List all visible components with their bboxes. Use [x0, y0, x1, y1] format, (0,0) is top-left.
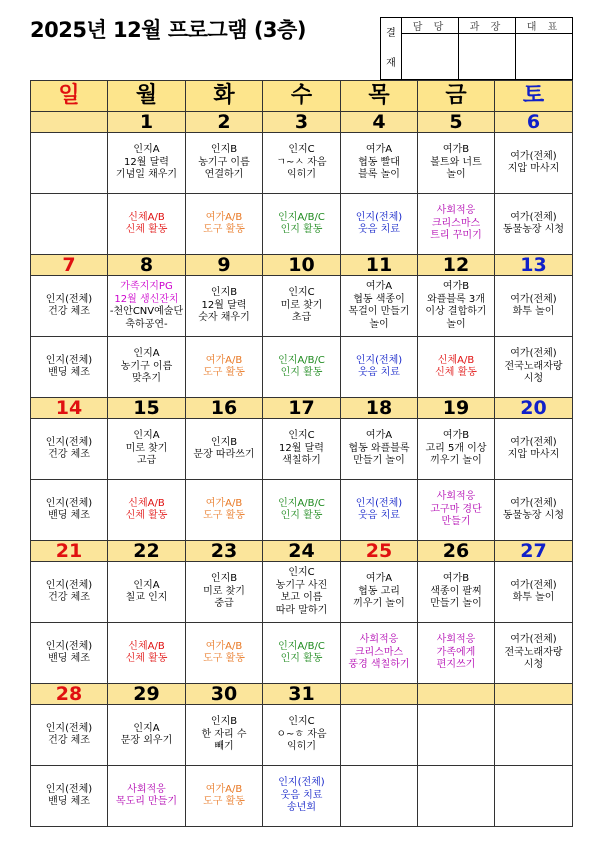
activity-cell: [31, 480, 108, 541]
date-cell: 23: [186, 541, 263, 562]
date-cell: 2: [186, 112, 263, 133]
activity-line: 밴딩 체조: [48, 367, 90, 378]
activity-line: 여가B: [442, 430, 470, 442]
date-cell: 26: [418, 541, 495, 562]
activity-cell: [263, 133, 341, 194]
activity-line: 만들기 놀이: [430, 598, 482, 610]
activity-row: [31, 133, 573, 194]
activity-cell: [31, 133, 108, 194]
activity-line: 인지C: [288, 716, 315, 728]
activity-line: 인지A/B/C: [278, 211, 325, 223]
activity-line: 화투 놀이: [512, 306, 555, 317]
activity-line: 건강 체조: [48, 592, 90, 603]
activity-line: 여가B: [442, 144, 470, 156]
activity-line: 익히기: [287, 169, 316, 181]
activity-line: 놀이: [446, 169, 466, 181]
activity-line: 전국노래자랑: [504, 360, 563, 372]
activity-row: [31, 705, 573, 766]
date-cell: 7: [31, 255, 108, 276]
activity-cell: [263, 276, 341, 337]
approval-header: 담 당: [402, 18, 459, 34]
date-cell: 25: [341, 541, 418, 562]
activity-line: 여가A/B: [205, 640, 243, 652]
activity-line: 인지B: [210, 144, 238, 156]
activity-line: 와플블록 3개: [427, 293, 485, 305]
date-cell: 29: [108, 684, 186, 705]
activity-line: 인지A: [133, 348, 160, 360]
date-cell: 31: [263, 684, 341, 705]
activity-line: 12월 달력: [201, 299, 247, 311]
activity-cell: [108, 480, 186, 541]
date-cell: 17: [263, 398, 341, 419]
activity-cell: [31, 194, 108, 255]
activity-cell: [263, 337, 341, 398]
date-row: [31, 398, 573, 419]
activity-line: 밴딩 체조: [48, 510, 90, 521]
activity-cell: [108, 766, 186, 827]
activity-cell: [31, 419, 108, 480]
weekday-sun: 일: [31, 81, 108, 112]
activity-line: 도구 활동: [203, 653, 245, 664]
activity-line: 협동 와플블록: [348, 442, 410, 454]
activity-line: 미로 찾기: [280, 299, 323, 311]
date-cell: [418, 684, 495, 705]
date-cell: 4: [341, 112, 418, 133]
activity-line: 인지(전체): [45, 722, 93, 734]
approval-side-label: [381, 18, 402, 80]
activity-line: 인지A/B/C: [278, 354, 325, 366]
program-calendar: [30, 80, 573, 827]
activity-line: 신체A/B: [128, 211, 165, 223]
activity-line: 신체A/B: [128, 497, 165, 509]
activity-line: 인지(전체): [355, 211, 403, 223]
activity-line: 놀이: [369, 318, 389, 330]
activity-line: 따라 말하기: [275, 604, 328, 616]
date-cell: 5: [418, 112, 495, 133]
activity-cell: [418, 133, 495, 194]
activity-cell: [108, 419, 186, 480]
activity-line: 인지 활동: [280, 653, 323, 664]
date-cell: 8: [108, 255, 186, 276]
approval-signature-box: [402, 34, 459, 80]
activity-cell: [495, 562, 573, 623]
activity-line: 여가(전체): [510, 211, 557, 223]
activity-line: 목걸이 만들기: [348, 306, 410, 317]
activity-line: 만들기: [441, 516, 471, 528]
activity-line: 인지(전체): [45, 293, 93, 305]
date-cell: 6: [495, 112, 573, 133]
activity-line: 건강 체조: [48, 449, 90, 460]
activity-cell: [418, 623, 495, 684]
activity-line: 인지(전체): [45, 497, 93, 509]
activity-line: 12월 생신잔치: [114, 293, 179, 305]
activity-cell: [263, 766, 341, 827]
date-cell: 3: [263, 112, 341, 133]
activity-line: 시청: [523, 373, 544, 385]
activity-line: 협동 고리: [358, 585, 400, 597]
activity-cell: [495, 337, 573, 398]
activity-line: 여가(전체): [510, 150, 557, 162]
activity-cell: [186, 194, 263, 255]
activity-line: 신체 활동: [125, 653, 168, 664]
activity-line: 인지 활동: [280, 510, 323, 521]
activity-cell: [495, 705, 573, 766]
activity-line: 고리 5개 이상: [425, 442, 487, 454]
activity-cell: [341, 766, 418, 827]
activity-cell: [341, 480, 418, 541]
activity-line: 기념일 채우기: [115, 169, 178, 181]
weekday-header-row: [31, 81, 573, 112]
activity-line: 동물농장 시청: [502, 510, 565, 521]
activity-line: 블록 놀이: [358, 169, 400, 181]
activity-cell: [186, 562, 263, 623]
activity-cell: [108, 194, 186, 255]
activity-row: [31, 419, 573, 480]
activity-line: 사회적응: [436, 205, 476, 217]
activity-cell: [186, 337, 263, 398]
page-title: 2025년 12월 프로그램 (3층): [30, 18, 306, 42]
activity-cell: [108, 705, 186, 766]
activity-cell: [108, 276, 186, 337]
activity-line: 사회적응: [436, 491, 476, 503]
activity-line: 크리스마스: [431, 217, 481, 229]
weekday-wed: 수: [263, 81, 341, 112]
activity-line: 색종이 팔찌: [430, 585, 482, 597]
approval-box: [380, 17, 573, 80]
activity-line: ㄱ~ㅅ 자음: [276, 156, 327, 168]
activity-cell: [186, 766, 263, 827]
activity-line: 목도리 만들기: [115, 796, 178, 807]
activity-line: 인지(전체): [45, 354, 93, 366]
activity-row: [31, 766, 573, 827]
activity-line: 볼트와 너트: [430, 156, 482, 168]
date-cell: 9: [186, 255, 263, 276]
activity-cell: [418, 337, 495, 398]
activity-line: 지압 마사지: [507, 163, 560, 174]
activity-line: 인지A: [133, 722, 160, 734]
date-cell: 21: [31, 541, 108, 562]
activity-line: 풍경 색칠하기: [348, 659, 410, 671]
activity-line: 초급: [291, 312, 312, 324]
activity-cell: [341, 562, 418, 623]
activity-cell: [341, 194, 418, 255]
activity-line: 웃음 치료: [358, 510, 400, 521]
activity-line: 고구마 경단: [430, 503, 482, 515]
activity-line: 여가A/B: [205, 783, 243, 795]
activity-line: 문장 따라쓰기: [193, 449, 255, 460]
activity-line: 편지쓰기: [436, 659, 476, 671]
activity-line: 여가A/B: [205, 497, 243, 509]
activity-cell: [108, 337, 186, 398]
activity-cell: [31, 337, 108, 398]
activity-line: 인지 활동: [280, 224, 323, 235]
activity-line: 여가B: [442, 281, 470, 292]
activity-line: 여가(전체): [510, 293, 557, 305]
activity-line: 인지(전체): [45, 783, 93, 795]
activity-line: 숫자 채우기: [198, 312, 250, 324]
activity-line: 사회적응: [436, 634, 476, 646]
activity-line: 농기구 이름: [120, 360, 173, 372]
activity-line: 인지(전체): [355, 497, 403, 509]
activity-cell: [31, 705, 108, 766]
activity-line: 한 자리 수: [201, 728, 247, 740]
activity-line: 인지B: [210, 287, 238, 299]
activity-cell: [418, 276, 495, 337]
activity-line: 인지(전체): [45, 436, 93, 448]
activity-cell: [418, 419, 495, 480]
activity-line: 가족지지PG: [120, 281, 173, 292]
activity-cell: [341, 419, 418, 480]
activity-line: 인지(전체): [45, 640, 93, 652]
date-cell: 13: [495, 255, 573, 276]
activity-line: 여가(전체): [510, 348, 557, 360]
activity-line: 고급: [136, 455, 157, 467]
activity-line: 밴딩 체조: [48, 796, 90, 807]
activity-row: [31, 194, 573, 255]
activity-line: 중급: [214, 598, 234, 610]
activity-line: 인지B: [210, 436, 238, 448]
activity-line: 도구 활동: [203, 510, 245, 521]
activity-line: 익히기: [287, 741, 316, 753]
activity-line: 인지C: [288, 430, 315, 442]
date-cell: [31, 112, 108, 133]
date-cell: 10: [263, 255, 341, 276]
activity-line: 신체A/B: [128, 640, 165, 652]
activity-line: 인지C: [288, 287, 315, 299]
date-cell: 11: [341, 255, 418, 276]
activity-line: 도구 활동: [203, 367, 245, 378]
activity-line: 끼우기 놀이: [430, 455, 482, 467]
activity-line: 인지 활동: [280, 367, 323, 378]
activity-line: 사회적응: [127, 783, 166, 795]
date-cell: 15: [108, 398, 186, 419]
activity-cell: [495, 766, 573, 827]
activity-line: 미로 찾기: [125, 442, 168, 454]
date-row: [31, 541, 573, 562]
activity-line: 크리스마스: [354, 646, 404, 658]
activity-cell: [31, 766, 108, 827]
activity-line: 여가A: [365, 144, 393, 156]
activity-cell: [341, 705, 418, 766]
approval-header: 대 표: [516, 18, 573, 34]
activity-line: 도구 활동: [203, 796, 245, 807]
activity-cell: [263, 480, 341, 541]
approval-signature-box: [459, 34, 516, 80]
activity-line: 칠교 인지: [125, 592, 168, 603]
activity-line: 여가A: [365, 281, 393, 292]
activity-line: 인지A/B/C: [278, 497, 325, 509]
activity-line: 여가(전체): [510, 634, 557, 646]
date-cell: 24: [263, 541, 341, 562]
activity-cell: [186, 480, 263, 541]
weekday-fri: 금: [418, 81, 495, 112]
approval-signature-box: [516, 34, 573, 80]
activity-cell: [495, 623, 573, 684]
activity-line: 인지(전체): [45, 579, 93, 591]
date-cell: 20: [495, 398, 573, 419]
activity-line: 놀이: [446, 318, 466, 330]
activity-cell: [108, 562, 186, 623]
activity-cell: [495, 194, 573, 255]
activity-cell: [418, 480, 495, 541]
activity-cell: [186, 705, 263, 766]
activity-line: 끼우기 놀이: [353, 598, 405, 610]
activity-cell: [495, 419, 573, 480]
activity-line: 인지(전체): [278, 777, 325, 789]
activity-line: 농기구 사진: [275, 579, 328, 591]
activity-line: 인지A/B/C: [278, 640, 325, 652]
approval-side-char: 재: [386, 57, 396, 69]
activity-line: 색칠하기: [282, 455, 321, 467]
activity-line: 트리 꾸미기: [430, 230, 482, 242]
activity-line: 농기구 이름: [198, 156, 250, 168]
activity-line: 전국노래자랑: [504, 646, 563, 658]
date-cell: 1: [108, 112, 186, 133]
activity-line: ㅇ~ㅎ 자음: [276, 728, 327, 740]
date-cell: 27: [495, 541, 573, 562]
activity-line: 지압 마사지: [507, 449, 560, 460]
date-cell: 28: [31, 684, 108, 705]
weekday-tue: 화: [186, 81, 263, 112]
activity-line: 신체 활동: [125, 224, 168, 235]
activity-line: 인지C: [288, 144, 315, 156]
activity-line: 맞추기: [132, 373, 161, 385]
activity-line: 가족에게: [436, 646, 476, 658]
date-cell: [495, 684, 573, 705]
weekday-thu: 목: [341, 81, 418, 112]
date-cell: 19: [418, 398, 495, 419]
activity-line: 건강 체조: [48, 306, 90, 317]
activity-line: 송년회: [287, 802, 316, 814]
activity-cell: [418, 194, 495, 255]
activity-line: 여가A/B: [205, 211, 243, 223]
date-cell: 14: [31, 398, 108, 419]
activity-row: [31, 276, 573, 337]
activity-line: 여가(전체): [510, 436, 557, 448]
activity-line: 신체 활동: [125, 510, 168, 521]
activity-line: 인지A: [133, 579, 160, 591]
activity-row: [31, 337, 573, 398]
activity-cell: [108, 133, 186, 194]
date-cell: [341, 684, 418, 705]
activity-line: -천안CNV예술단: [109, 306, 184, 317]
activity-line: 여가A/B: [205, 354, 243, 366]
activity-cell: [186, 419, 263, 480]
date-cell: 18: [341, 398, 418, 419]
activity-cell: [263, 562, 341, 623]
activity-cell: [418, 705, 495, 766]
activity-cell: [186, 133, 263, 194]
activity-line: 동물농장 시청: [502, 224, 565, 235]
activity-line: 인지A: [133, 430, 160, 442]
activity-cell: [263, 705, 341, 766]
activity-line: 신체A/B: [437, 354, 475, 366]
activity-cell: [186, 276, 263, 337]
activity-line: 밴딩 체조: [48, 653, 90, 664]
activity-cell: [263, 194, 341, 255]
activity-cell: [341, 337, 418, 398]
activity-cell: [341, 623, 418, 684]
activity-line: 여가(전체): [510, 579, 557, 591]
weekday-mon: 월: [108, 81, 186, 112]
approval-side-char: 결: [386, 27, 396, 39]
activity-cell: [108, 623, 186, 684]
activity-line: 인지B: [210, 716, 238, 728]
activity-line: 인지B: [210, 573, 238, 585]
activity-line: 미로 찾기: [203, 585, 245, 597]
activity-cell: [31, 623, 108, 684]
activity-line: 인지C: [288, 567, 315, 578]
activity-cell: [418, 766, 495, 827]
activity-cell: [495, 276, 573, 337]
activity-row: [31, 562, 573, 623]
activity-row: [31, 480, 573, 541]
date-cell: 12: [418, 255, 495, 276]
activity-line: 연결하기: [204, 169, 244, 181]
activity-line: 시청: [523, 659, 544, 671]
activity-line: 12월 달력: [124, 156, 169, 168]
activity-cell: [263, 419, 341, 480]
activity-line: 웃음 치료: [358, 224, 400, 235]
activity-line: 웃음 치료: [280, 789, 323, 801]
date-cell: 22: [108, 541, 186, 562]
activity-line: 도구 활동: [203, 224, 245, 235]
activity-line: 보고 이름: [280, 592, 323, 603]
activity-line: 여가A: [365, 573, 393, 585]
activity-line: 웃음 치료: [358, 367, 400, 378]
activity-line: 인지(전체): [355, 354, 403, 366]
activity-line: 축하공연-: [125, 318, 168, 330]
date-row: [31, 112, 573, 133]
activity-cell: [186, 623, 263, 684]
activity-line: 이상 결합하기: [425, 306, 487, 317]
activity-line: 협동 빨대: [358, 156, 400, 168]
activity-cell: [495, 480, 573, 541]
activity-line: 여가A: [365, 430, 393, 442]
date-cell: 16: [186, 398, 263, 419]
activity-line: 건강 체조: [48, 735, 90, 746]
activity-cell: [341, 276, 418, 337]
activity-cell: [31, 562, 108, 623]
activity-cell: [495, 133, 573, 194]
weekday-sat: 토: [495, 81, 573, 112]
activity-line: 여가(전체): [510, 497, 557, 509]
date-row: [31, 684, 573, 705]
activity-line: 여가B: [442, 573, 470, 585]
activity-line: 문장 외우기: [120, 735, 173, 746]
activity-line: 신체 활동: [435, 367, 477, 378]
activity-line: 만들기 놀이: [353, 455, 405, 467]
activity-line: 화투 놀이: [512, 592, 555, 603]
approval-header: 과 장: [459, 18, 516, 34]
activity-cell: [31, 276, 108, 337]
activity-line: 빼기: [214, 741, 234, 753]
activity-cell: [263, 623, 341, 684]
activity-cell: [341, 133, 418, 194]
activity-cell: [418, 562, 495, 623]
activity-line: 12월 달력: [279, 442, 324, 454]
activity-row: [31, 623, 573, 684]
activity-line: 사회적응: [359, 634, 399, 646]
activity-line: 협동 색종이: [353, 293, 405, 305]
activity-line: 인지A: [133, 144, 160, 156]
date-cell: 30: [186, 684, 263, 705]
date-row: [31, 255, 573, 276]
